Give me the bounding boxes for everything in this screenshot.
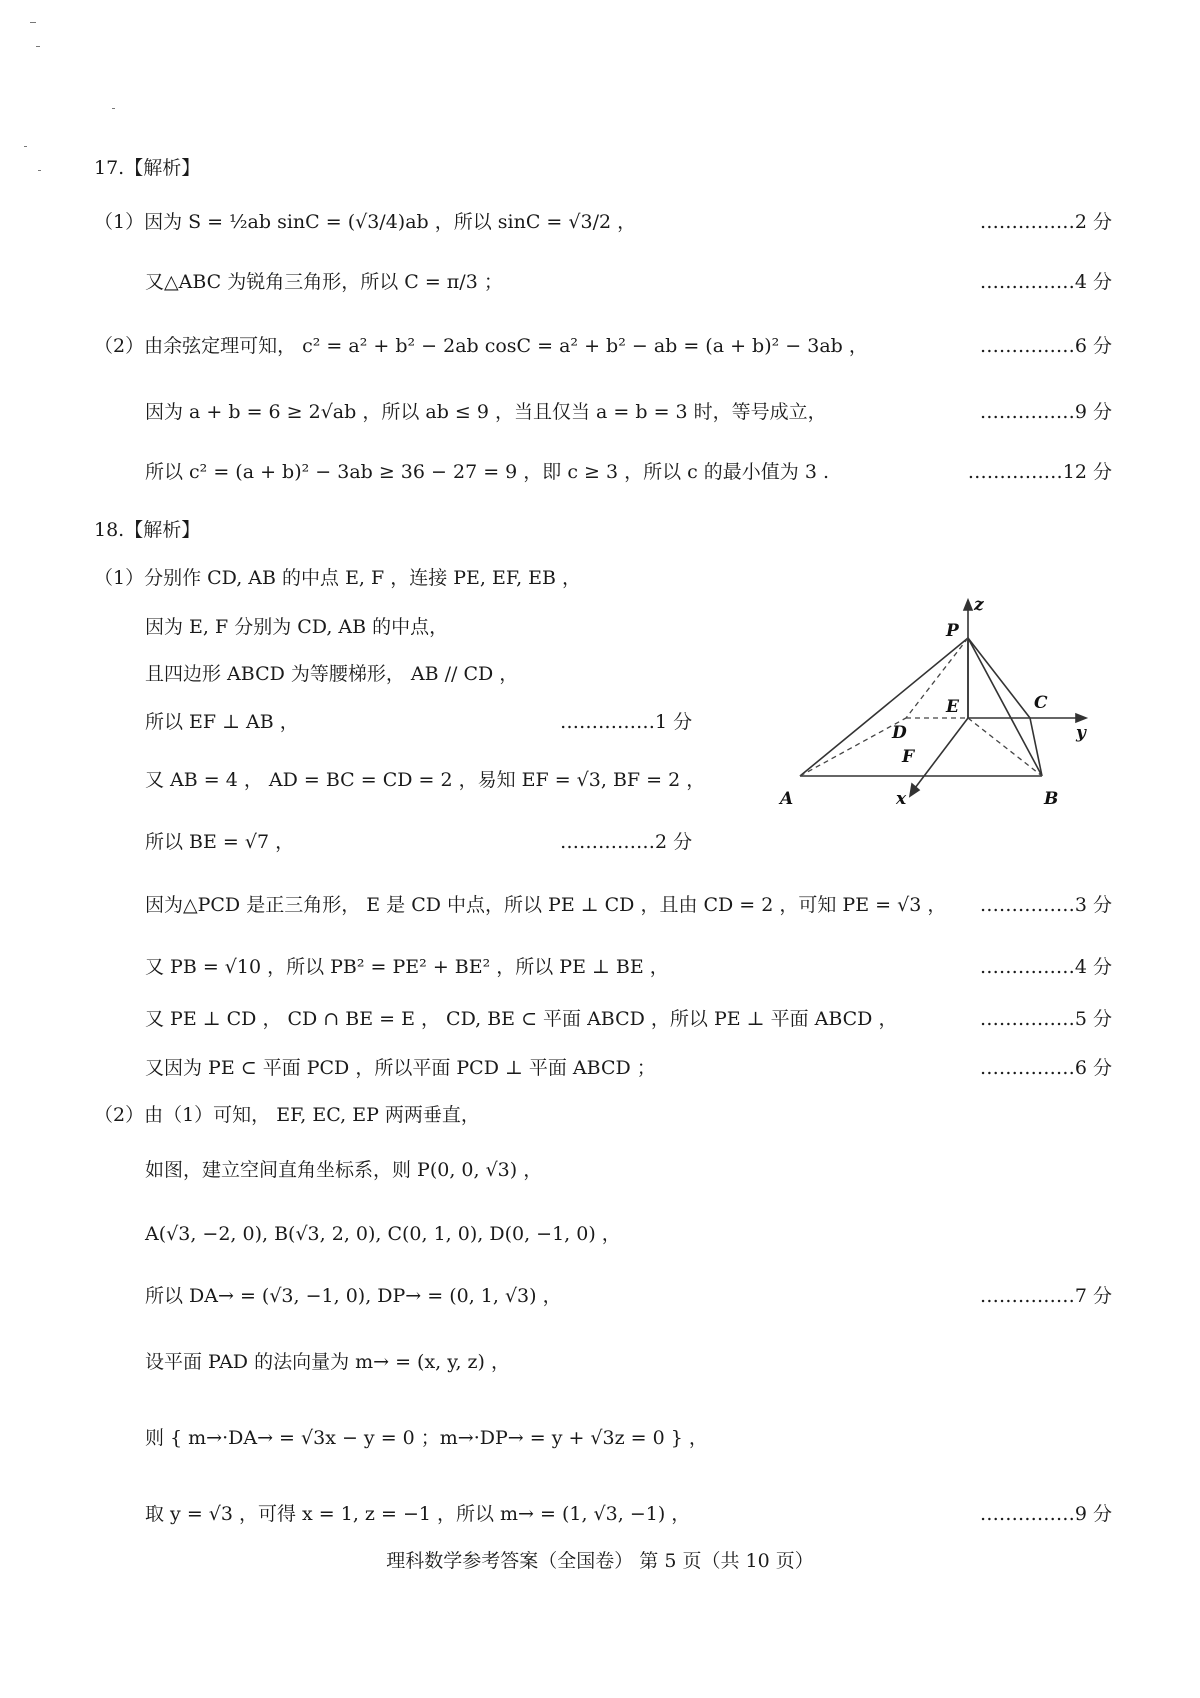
q18-line-3: 且四边形 ABCD 为等腰梯形， AB // CD ， [145,663,519,685]
q17-heading: 17.【解析】 [94,157,201,179]
edge-PB [968,638,1042,776]
label-x: x [896,789,907,809]
label-F: F [902,747,915,767]
q17-line-4: 因为 a + b = 6 ≥ 2√ab ，所以 ab ≤ 9 ，当且仅当 a = b = 3 时，等号成立， [145,401,827,423]
q18-line-11: （2）由（1）可知， EF, EC, EP 两两垂直， [94,1104,480,1126]
scan-speck [112,108,115,109]
q18-score-6: ……………2 分 [560,831,693,853]
label-z: z [974,596,984,615]
q18-line-15: 设平面 PAD 的法向量为 m→ = (x, y, z) ， [145,1351,511,1373]
q18-line-13: A(√3, −2, 0), B(√3, 2, 0), C(0, 1, 0), D(0, −1, 0) ， [145,1223,621,1245]
label-A: A [780,789,794,809]
x-axis [912,718,968,792]
q17-score-2: ……………4 分 [979,271,1112,293]
scan-speck [24,146,27,147]
z-axis-arrow [964,600,972,610]
q18-line-9: 又 PE ⊥ CD ， CD ∩ BE = E ， CD, BE ⊂ 平面 ABCD ，所以 PE ⊥ 平面 ABCD ， [145,1008,898,1030]
q18-score-10: ……………6 分 [979,1057,1112,1079]
scan-speck [38,170,41,171]
page-footer: 理科数学参考答案（全国卷） 第 5 页（共 10 页） [386,1550,814,1572]
edge-EB [968,718,1042,776]
q18-score-17: ……………9 分 [979,1503,1112,1525]
q18-line-4: 所以 EF ⊥ AB ， [145,711,299,733]
q18-line-14: 所以 DA→ = (√3, −1, 0), DP→ = (0, 1, √3) ， [145,1285,562,1307]
label-C: C [1034,693,1048,713]
q18-line-12: 如图，建立空间直角坐标系，则 P(0, 0, √3) ， [145,1159,543,1181]
q17-score-4: ……………9 分 [979,401,1112,423]
q18-line-7: 因为△PCD 是正三角形， E 是 CD 中点，所以 PE ⊥ CD ，且由 CD = 2 ，可知 PE = √3 ， [145,894,947,916]
q18-line-2: 因为 E, F 分别为 CD, AB 的中点， [145,616,449,638]
q18-score-7: ……………3 分 [979,894,1112,916]
q18-score-8: ……………4 分 [979,956,1112,978]
q17-line-5: 所以 c² = (a + b)² − 3ab ≥ 36 − 27 = 9 ，即 c ≥ 3 ，所以 c 的最小值为 3 . [145,461,830,483]
q18-line-17: 取 y = √3 ，可得 x = 1, z = −1 ，所以 m→ = (1, √3, −1) ， [145,1503,691,1525]
edge-AD [800,718,906,776]
q17-score-5: ……………12 分 [967,461,1112,483]
q18-line-5: 又 AB = 4 ， AD = BC = CD = 2 ，易知 EF = √3, BF = 2 ， [145,769,706,791]
q18-heading: 18.【解析】 [94,519,201,541]
q17-line-1: （1）因为 S = ½ab sinC = (√3/4)ab ，所以 sinC = √3/2 ， [94,211,637,233]
edge-BC [1030,718,1042,776]
label-P: P [946,621,959,641]
label-y: y [1076,723,1086,743]
q18-line-16: 则 { m→·DA→ = √3x − y = 0 ；m→·DP→ = y + √3z = 0 } ， [145,1427,708,1449]
q18-score-9: ……………5 分 [979,1008,1112,1030]
q18-line-8: 又 PB = √10 ，所以 PB² = PE² + BE² ，所以 PE ⊥ BE ， [145,956,669,978]
q17-score-3: ……………6 分 [979,335,1112,357]
q18-score-14: ……………7 分 [979,1285,1112,1307]
label-B: B [1044,789,1059,809]
pyramid-coordinate-figure [778,596,1108,811]
q18-score-4: ……………1 分 [560,711,693,733]
q18-line-1: （1）分别作 CD, AB 的中点 E, F ，连接 PE, EF, EB ， [94,567,582,589]
edge-PC [968,638,1030,718]
label-D: D [892,723,907,743]
q17-line-2: 又△ABC 为锐角三角形，所以 C = π/3 ； [145,271,503,293]
scan-speck [30,22,36,23]
scan-speck [36,46,40,47]
y-axis-arrow [1076,714,1086,722]
label-E: E [946,697,959,717]
q18-line-6: 所以 BE = √7 ， [145,831,295,853]
q17-score-1: ……………2 分 [979,211,1112,233]
q18-line-10: 又因为 PE ⊂ 平面 PCD ，所以平面 PCD ⊥ 平面 ABCD ； [145,1057,656,1079]
q17-line-3: （2）由余弦定理可知， c² = a² + b² − 2ab cosC = a² + b² − ab = (a + b)² − 3ab ， [94,335,868,357]
edge-PA [800,638,968,776]
